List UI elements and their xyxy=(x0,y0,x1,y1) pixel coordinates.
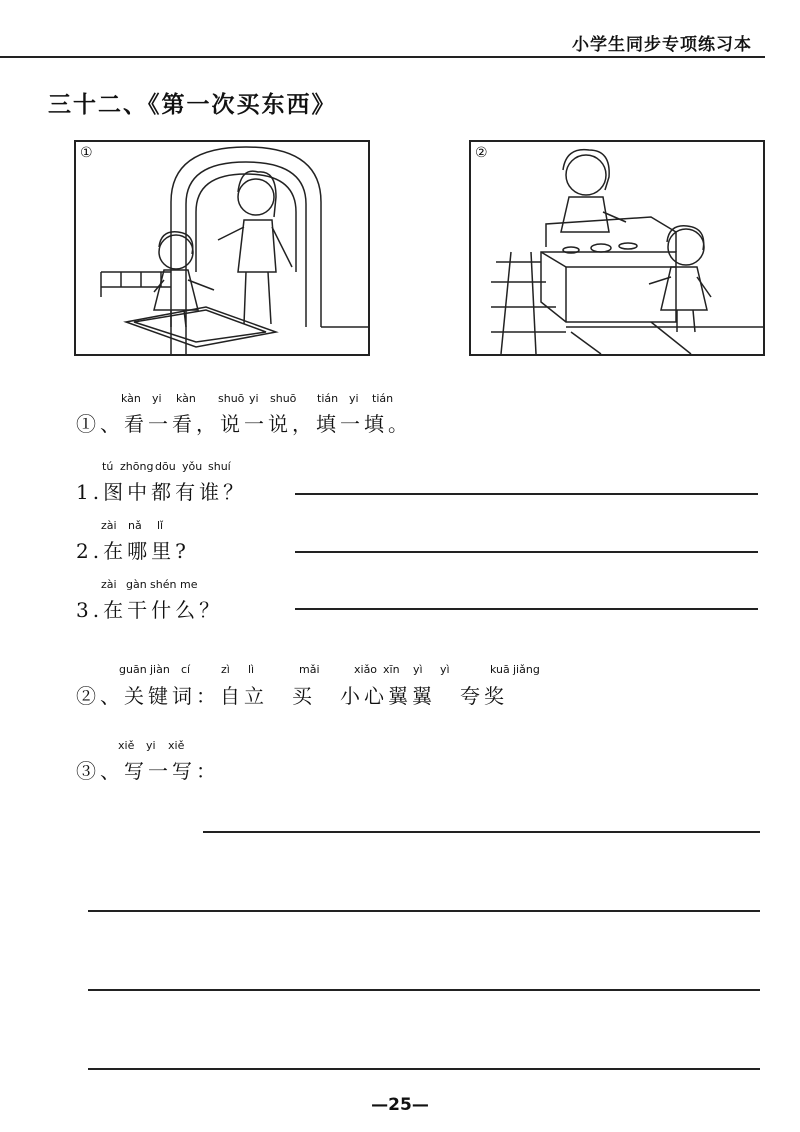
picture-2 xyxy=(469,140,765,356)
pinyin: xīn xyxy=(383,663,400,676)
pinyin: shuí xyxy=(208,460,231,473)
pinyin: kàn xyxy=(121,392,141,405)
pinyin: yi xyxy=(152,392,162,405)
pinyin: kuā xyxy=(490,663,510,676)
picture-2-number: ② xyxy=(475,145,488,161)
pinyin: yi xyxy=(249,392,259,405)
question1-text: 1.图中都有谁？ xyxy=(76,480,248,504)
section2-keywords: ②、关键词：自立 买 小心翼翼 夸奖 xyxy=(76,684,508,708)
picture-1-number: ① xyxy=(80,145,93,161)
pinyin: dōu xyxy=(155,460,176,473)
question2-text: 2.在哪里? xyxy=(76,539,190,563)
writing-line-2[interactable] xyxy=(88,910,760,912)
answer-line-q2[interactable] xyxy=(295,551,758,553)
pinyin: nǎ xyxy=(128,519,142,532)
pinyin: zài xyxy=(101,578,117,591)
writing-line-3[interactable] xyxy=(88,989,760,991)
pinyin: xiě xyxy=(168,739,185,752)
pinyin: cí xyxy=(181,663,191,676)
pinyin: zhōng xyxy=(120,460,154,473)
pinyin: xiǎo xyxy=(354,663,378,676)
pinyin: lǐ xyxy=(157,519,164,532)
pinyin: jiàn xyxy=(150,663,170,676)
picture-1-illustration xyxy=(76,142,368,354)
pinyin: jiǎng xyxy=(513,663,540,676)
section1-heading: ①、看一看，说一说，填一填。 xyxy=(76,412,412,436)
pinyin: yì xyxy=(440,663,450,676)
writing-line-4[interactable] xyxy=(88,1068,760,1070)
pinyin: zài xyxy=(101,519,117,532)
pinyin: kàn xyxy=(176,392,196,405)
pinyin: me xyxy=(180,578,198,591)
header-rule xyxy=(0,56,765,58)
picture-1 xyxy=(74,140,370,356)
header-title: 小学生同步专项练习本 xyxy=(572,35,752,55)
pinyin: tián xyxy=(372,392,394,405)
pinyin: yǒu xyxy=(182,460,203,473)
pinyin: yi xyxy=(349,392,359,405)
pinyin: gàn xyxy=(126,578,147,591)
pinyin: shén xyxy=(150,578,177,591)
lesson-title: 三十二、《第一次买东西》 xyxy=(48,92,337,118)
pinyin: shuō xyxy=(270,392,297,405)
writing-line-1[interactable] xyxy=(203,831,760,833)
pinyin: yì xyxy=(413,663,423,676)
pinyin: shuō xyxy=(218,392,245,405)
question3-text: 3.在干什么？ xyxy=(76,598,224,622)
pinyin: tián xyxy=(317,392,339,405)
picture-2-illustration xyxy=(471,142,763,354)
section3-heading: ③、写一写： xyxy=(76,759,220,783)
pinyin: guān xyxy=(119,663,147,676)
pinyin: tú xyxy=(102,460,114,473)
pinyin: lì xyxy=(248,663,255,676)
pinyin: xiě xyxy=(118,739,135,752)
answer-line-q3[interactable] xyxy=(295,608,758,610)
page-number: —25— xyxy=(371,1095,429,1115)
pinyin: yi xyxy=(146,739,156,752)
pinyin: mǎi xyxy=(299,663,320,676)
pinyin: zì xyxy=(221,663,230,676)
answer-line-q1[interactable] xyxy=(295,493,758,495)
